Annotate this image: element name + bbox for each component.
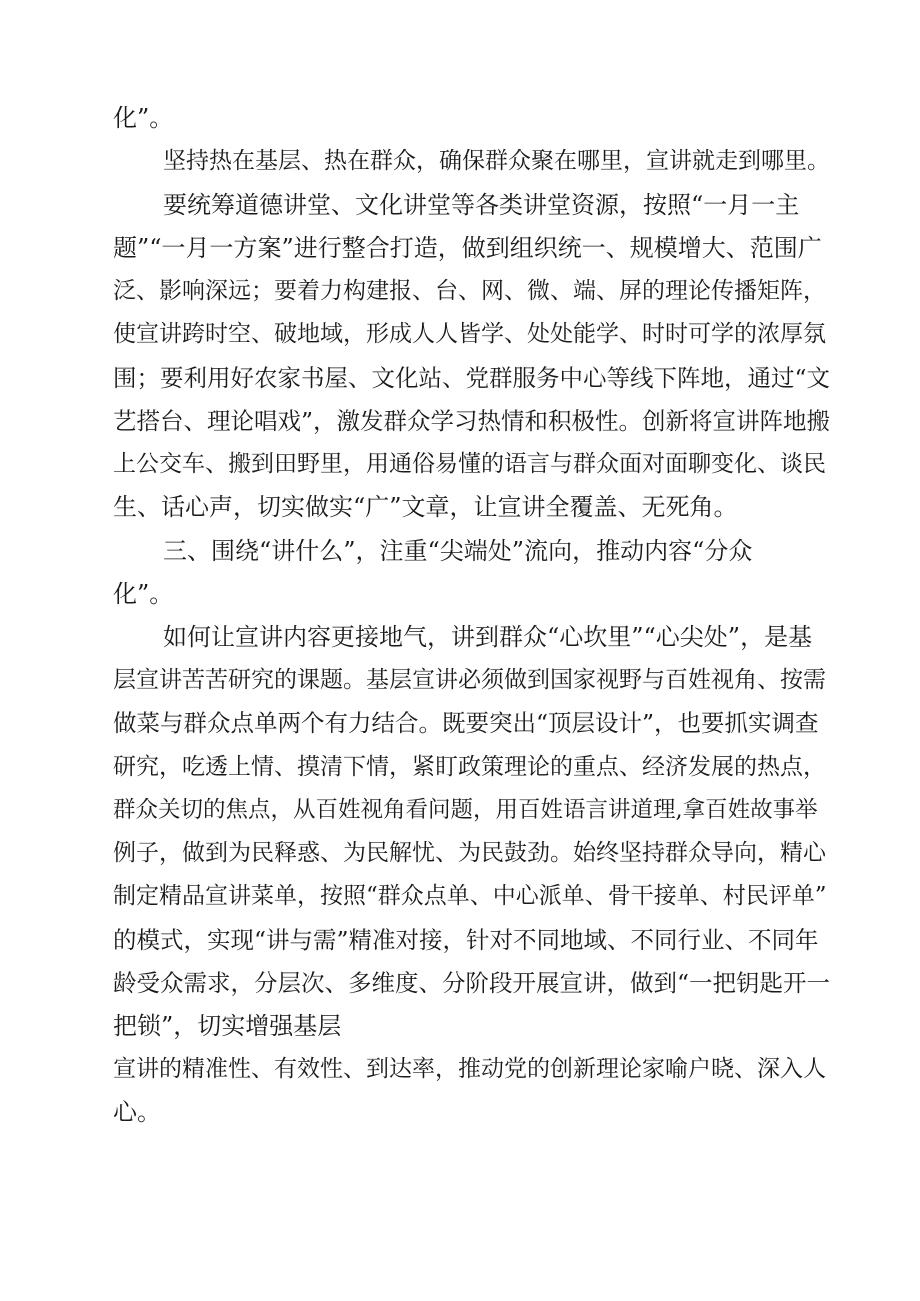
text-line: 化”。: [113, 104, 174, 132]
section-heading-line: 三、围绕“讲什么”，注重“尖端处”流向，推动内容“分众: [163, 537, 753, 565]
text-line: 做菜与群众点单两个有力结合。既要突出“顶层设计”，也要抓实调查: [113, 709, 819, 737]
text-line: 题”“一月一方案”进行整合打造，做到组织统一、规模增大、范围广: [113, 234, 822, 262]
text-line: 研究，吃透上情、摸清下情，紧盯政策理论的重点、经济发展的热点，: [113, 754, 826, 780]
text-line: 例子，做到为民释惑、为民解忧、为民鼓劲。始终坚持群众导向，精心: [113, 840, 826, 866]
text-line: 心。: [113, 1098, 161, 1126]
text-line: 上公交车、搬到田野里，用通俗易懂的语言与群众面对面聊变化、谈民: [113, 451, 826, 477]
text-line: 龄受众需求，分层次、多维度、分阶段开展宣讲，做到“一把钥匙开一: [113, 969, 831, 997]
text-line: 艺搭台、理论唱戏”，激发群众学习热情和积极性。创新将宣讲阵地搬: [113, 407, 831, 435]
text-line: 围；要利用好农家书屋、文化站、党群服务中心等线下阵地，通过“文: [113, 364, 831, 392]
section-heading-line: 化”。: [113, 580, 174, 608]
text-line: 使宣讲跨时空、破地域，形成人人皆学、处处能学、时时可学的浓厚氛: [113, 321, 826, 347]
text-line: 要统筹道德讲堂、文化讲堂等各类讲堂资源，按照“一月一主: [163, 191, 800, 219]
text-line: 群众关切的焦点，从百姓视角看问题，用百姓语言讲道理,拿百姓故事举: [113, 797, 818, 823]
text-line: 的模式，实现“讲与需”精准对接，针对不同地域、不同行业、不同年: [113, 926, 819, 954]
text-line: 层宣讲苦苦研究的课题。基层宣讲必须做到国家视野与百姓视角、按需: [113, 667, 826, 693]
text-line: 如何让宣讲内容更接地气，讲到群众“心坎里”“心尖处”，是基: [163, 623, 813, 651]
text-line: 生、话心声，切实做实“广”文章，让宣讲全覆盖、无死角。: [113, 493, 738, 521]
text-line: 泛、影响深远；要着力构建报、台、网、微、端、屏的理论传播矩阵，: [113, 278, 826, 304]
text-line: 把锁”，切实增强基层: [113, 1012, 342, 1040]
text-line: 宣讲的精准性、有效性、到达率，推动党的创新理论家喻户晓、深入人: [113, 1056, 826, 1082]
text-line: 制定精品宣讲菜单，按照“群众点单、中心派单、骨干接单、村民评单”: [113, 883, 827, 909]
text-line: 坚持热在基层、热在群众，确保群众聚在哪里，宣讲就走到哪里。: [163, 148, 830, 174]
